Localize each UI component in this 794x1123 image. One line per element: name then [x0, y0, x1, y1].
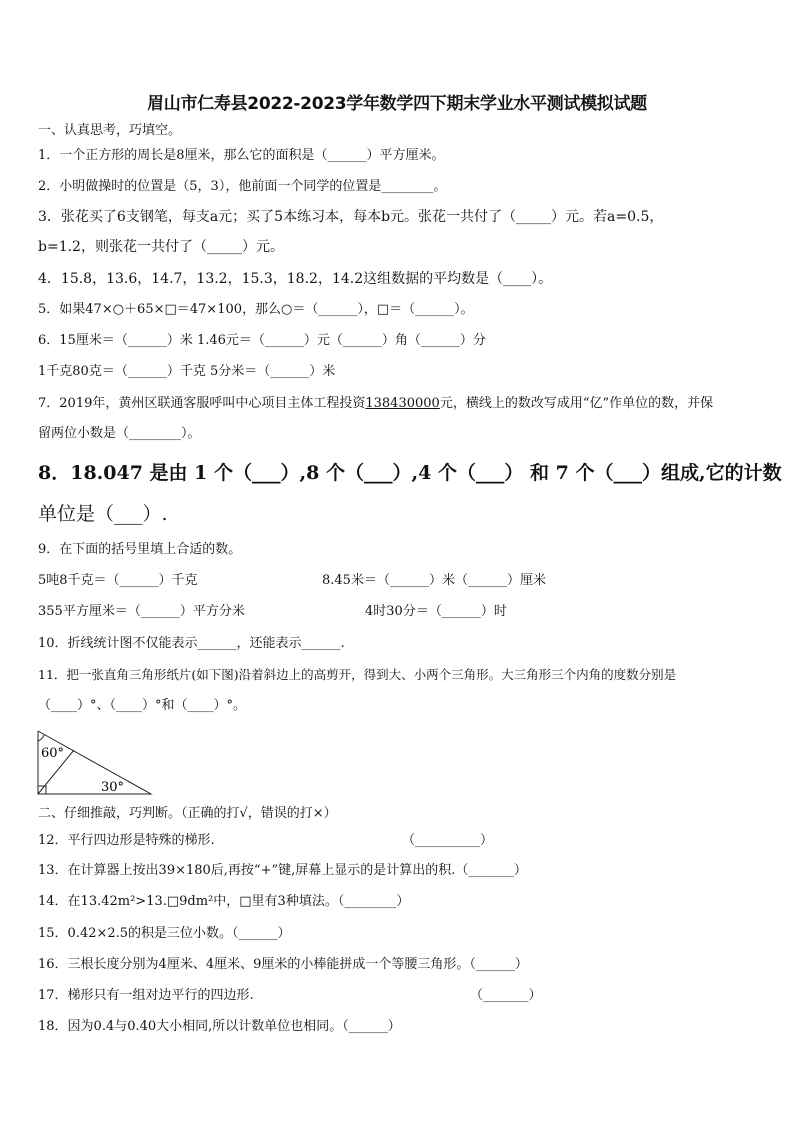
question-9-b: 8.45米＝（______）米（______）厘米	[322, 573, 546, 588]
question-9: 9．在下面的括号里填上合适的数。	[38, 542, 242, 557]
question-1: 1．一个正方形的周长是8厘米，那么它的面积是（______）平方厘米。	[38, 148, 445, 163]
question-15: 15．0.42×2.5的积是三位小数。（______）	[38, 926, 291, 941]
question-16: 16．三根长度分别为4厘米、4厘米、9厘米的小棒能拼成一个等腰三角形。（______）	[38, 957, 528, 972]
section-2-heading: 二、仔细推敲，巧判断。（正确的打√，错误的打×）	[38, 806, 337, 821]
page-title: 眉山市仁寿县2022-2023学年数学四下期末学业水平测试模拟试题	[147, 94, 647, 114]
question-9-a: 5吨8千克＝（______）千克	[38, 573, 198, 588]
angle-60-label: 60°	[41, 746, 65, 761]
section-1-heading: 一、认真思考，巧填空。	[38, 123, 182, 138]
question-17-answer: （_______）	[470, 988, 542, 1003]
question-11-line-2: （____）°、（____）°和（____）°。	[38, 698, 247, 713]
question-7-line-1: 7．2019年，黄州区联通客服呼叫中心项目主体工程投资138430000元，横线上的数改写成用“亿”作单位的数，并保	[38, 396, 714, 411]
question-8-line-2: 单位是（___）.	[38, 503, 168, 525]
question-6-line-1: 6．15厘米＝（______）米 1.46元＝（______）元（______）角（______）分	[38, 333, 486, 348]
question-9-d: 4时30分＝（______）时	[365, 604, 507, 619]
question-9-c: 355平方厘米＝（______）平方分米	[38, 604, 245, 619]
question-7-line-2: 留两位小数是（________）。	[38, 426, 201, 441]
right-triangle-figure	[36, 729, 156, 797]
question-12: 12．平行四边形是特殊的梯形.	[38, 833, 215, 848]
question-14: 14．在13.42m²>13.□9dm²中，□里有3种填法。（________）	[38, 894, 410, 909]
question-3-line-1: 3．张花买了6支钢笔，每支a元；买了5本练习本，每本b元。张花一共付了（_____）元。若a=0.5，	[38, 209, 664, 225]
question-4: 4．15.8，13.6，14.7，13.2，15.3，18.2，14.2这组数据的平均数是（____）。	[38, 271, 553, 287]
question-17: 17．梯形只有一组对边平行的四边形.	[38, 988, 254, 1003]
question-5: 5．如果47×○＋65×□＝47×100，那么○＝（______），□＝（______）。	[38, 302, 474, 317]
question-18: 18．因为0.4与0.40大小相同,所以计数单位也相同。（______）	[38, 1019, 401, 1034]
question-10: 10．折线统计图不仅能表示______，还能表示______.	[38, 636, 345, 651]
question-11-line-1: 11．把一张直角三角形纸片(如下图)沿着斜边上的高剪开，得到大、小两个三角形。大三角形三个内角的度数分别是	[38, 667, 677, 682]
underlined-number: 138430000	[365, 396, 440, 411]
question-12-answer: （__________）	[402, 833, 494, 848]
question-3-line-2: b=1.2，则张花一共付了（_____）元。	[38, 239, 284, 255]
question-13: 13．在计算器上按出39×180后,再按“+”键,屏幕上显示的是计算出的积.（_______）	[38, 863, 527, 878]
question-8-line-1: 8．18.047 是由 1 个（___）,8 个（___）,4 个（___） 和 7 个（___）组成,它的计数	[38, 462, 782, 484]
question-6-line-2: 1千克80克＝（______）千克 5分米＝（______）米	[38, 364, 336, 379]
angle-30-label: 30°	[101, 780, 125, 795]
question-2: 2．小明做操时的位置是（5，3），他前面一个同学的位置是________。	[38, 179, 447, 194]
